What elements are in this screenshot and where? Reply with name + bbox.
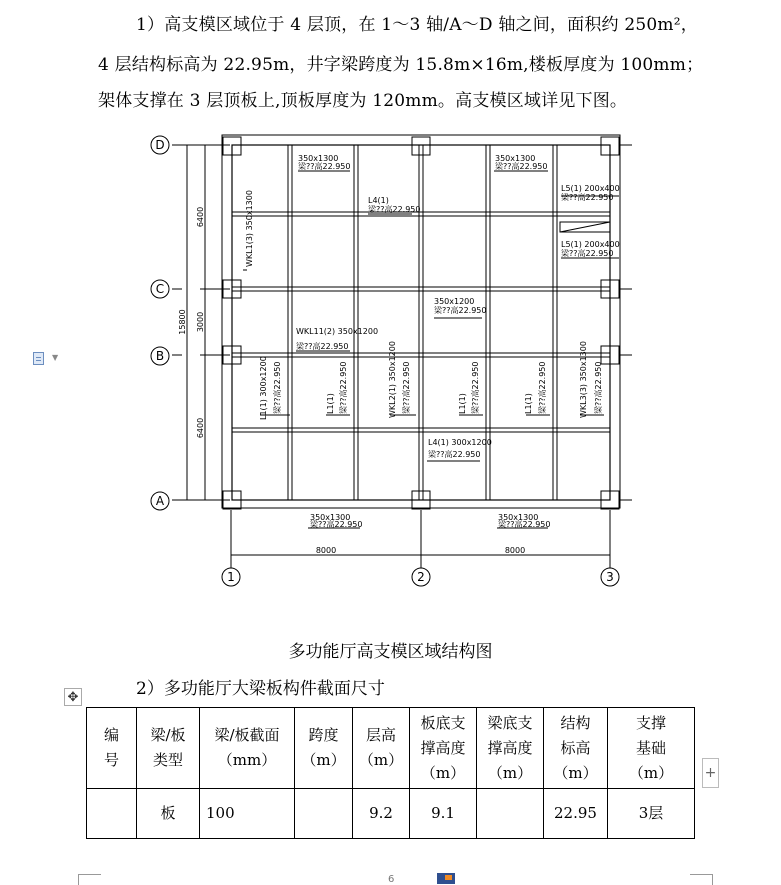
beam-elev: 梁??高22.950: [402, 361, 411, 414]
header-cell[interactable]: 结构 标高 （m）: [544, 708, 608, 789]
beam-label: WKL3(3) 350x1300: [579, 341, 588, 418]
beam-elev: 梁??高22.950: [561, 193, 614, 202]
beam-label: 350x1300: [310, 513, 351, 522]
section-subheading: 2）多功能厅大梁板构件截面尺寸: [136, 679, 385, 699]
beam-elev: 梁??高22.950: [339, 361, 348, 414]
axis-label-a: A: [155, 494, 165, 508]
beam-label: 350x1300: [298, 154, 339, 163]
axis-label-d: D: [155, 138, 165, 152]
header-cell[interactable]: 跨度 （m）: [295, 708, 353, 789]
beam-label: L1(1): [524, 393, 533, 414]
axis-label-3: 3: [606, 570, 614, 584]
beam-elev: 梁??高22.950: [538, 361, 547, 414]
beam-label: L4(1): [368, 196, 389, 205]
app-logo-icon: [437, 873, 455, 884]
header-cell[interactable]: 支撑 基础 （m）: [608, 708, 695, 789]
beam-elev: 梁??高22.950: [434, 306, 487, 315]
beam-elev: 梁??高22.950: [368, 205, 421, 214]
table-cell[interactable]: [87, 789, 137, 839]
beam-label: 350x1300: [498, 513, 539, 522]
chevron-down-icon[interactable]: ▼: [52, 353, 59, 362]
header-cell[interactable]: 梁底支 撑高度 （m）: [477, 708, 544, 789]
beam-elev: 梁??高22.950: [471, 361, 480, 414]
header-cell[interactable]: 板底支 撑高度 （m）: [410, 708, 477, 789]
figure-caption: 多功能厅高支模区域结构图: [288, 642, 493, 662]
dim-left-2: 3000: [196, 311, 205, 333]
table-cell[interactable]: 板: [137, 789, 200, 839]
dim-left-1: 6400: [196, 206, 205, 228]
dim-left-total: 15800: [178, 309, 187, 335]
page-number: 6: [388, 874, 395, 885]
intro-line-1: 1）高支模区域位于 4 层顶，在 1～3 轴/A～D 轴之间，面积约 250m²，: [136, 15, 698, 35]
table-row: [87, 789, 695, 839]
intro-line-2: 4 层结构标高为 22.95m，井字梁跨度为 15.8m×16m,楼板厚度为 100mm；: [98, 55, 704, 75]
table-cell[interactable]: 3层: [608, 789, 695, 839]
beam-label: L1(1) 300x1200: [259, 356, 268, 420]
axis-label-2: 2: [417, 570, 425, 584]
table-move-icon[interactable]: ✥: [64, 688, 82, 706]
table-cell[interactable]: [295, 789, 353, 839]
table-cell[interactable]: 9.2: [353, 789, 410, 839]
beam-label: WKL2(1) 350x1200: [388, 341, 397, 418]
beam-elev: 梁??高22.950: [561, 249, 614, 258]
beam-elev: 梁??高22.950: [273, 361, 282, 414]
table-cell[interactable]: 100: [200, 789, 295, 839]
axis-label-b: B: [155, 349, 165, 363]
section-size-table: [86, 707, 695, 839]
header-cell[interactable]: 层高 （m）: [353, 708, 410, 789]
table-cell[interactable]: 22.95: [544, 789, 608, 839]
header-cell[interactable]: 编 号: [87, 708, 137, 789]
beam-elev: 梁??高22.950: [594, 361, 603, 414]
beam-elev: 梁??高22.950: [428, 450, 481, 459]
table-header-row: [87, 708, 695, 789]
table-cell[interactable]: 9.1: [410, 789, 477, 839]
beam-label: WKL11(2) 350x1200: [296, 327, 379, 336]
beam-elev: 梁??高22.950: [298, 162, 351, 171]
beam-label: WKL1(3) 350x1300: [245, 190, 254, 267]
dim-left-3: 6400: [196, 417, 205, 439]
beam-elev: 梁??高22.950: [495, 162, 548, 171]
add-column-button[interactable]: +: [702, 758, 719, 788]
dim-bottom-2: 8000: [504, 546, 526, 555]
beam-elev: 梁??高22.950: [310, 520, 363, 529]
beam-elev: 梁??高22.950: [296, 342, 349, 351]
beam-label: L5(1) 200x400: [561, 184, 620, 193]
axis-label-1: 1: [227, 570, 235, 584]
intro-line-3: 架体支撑在 3 层顶板上,顶板厚度为 120mm。高支模区域详见下图。: [98, 91, 628, 111]
beam-label: L1(1): [326, 393, 335, 414]
page-corner-mark: [78, 874, 101, 885]
beam-label: L1(1): [458, 393, 467, 414]
beam-label: L5(1) 200x400: [561, 240, 620, 249]
page-corner-mark: [690, 874, 713, 885]
header-cell[interactable]: 梁/板 类型: [137, 708, 200, 789]
beam-elev: 梁??高22.950: [498, 520, 551, 529]
table-cell[interactable]: [477, 789, 544, 839]
dim-bottom-1: 8000: [315, 546, 337, 555]
axis-label-c: C: [155, 282, 165, 296]
header-cell[interactable]: 梁/板截面 （mm）: [200, 708, 295, 789]
beam-label: 350x1200: [434, 297, 475, 306]
beam-label: L4(1) 300x1200: [428, 438, 492, 447]
beam-label: 350x1300: [495, 154, 536, 163]
